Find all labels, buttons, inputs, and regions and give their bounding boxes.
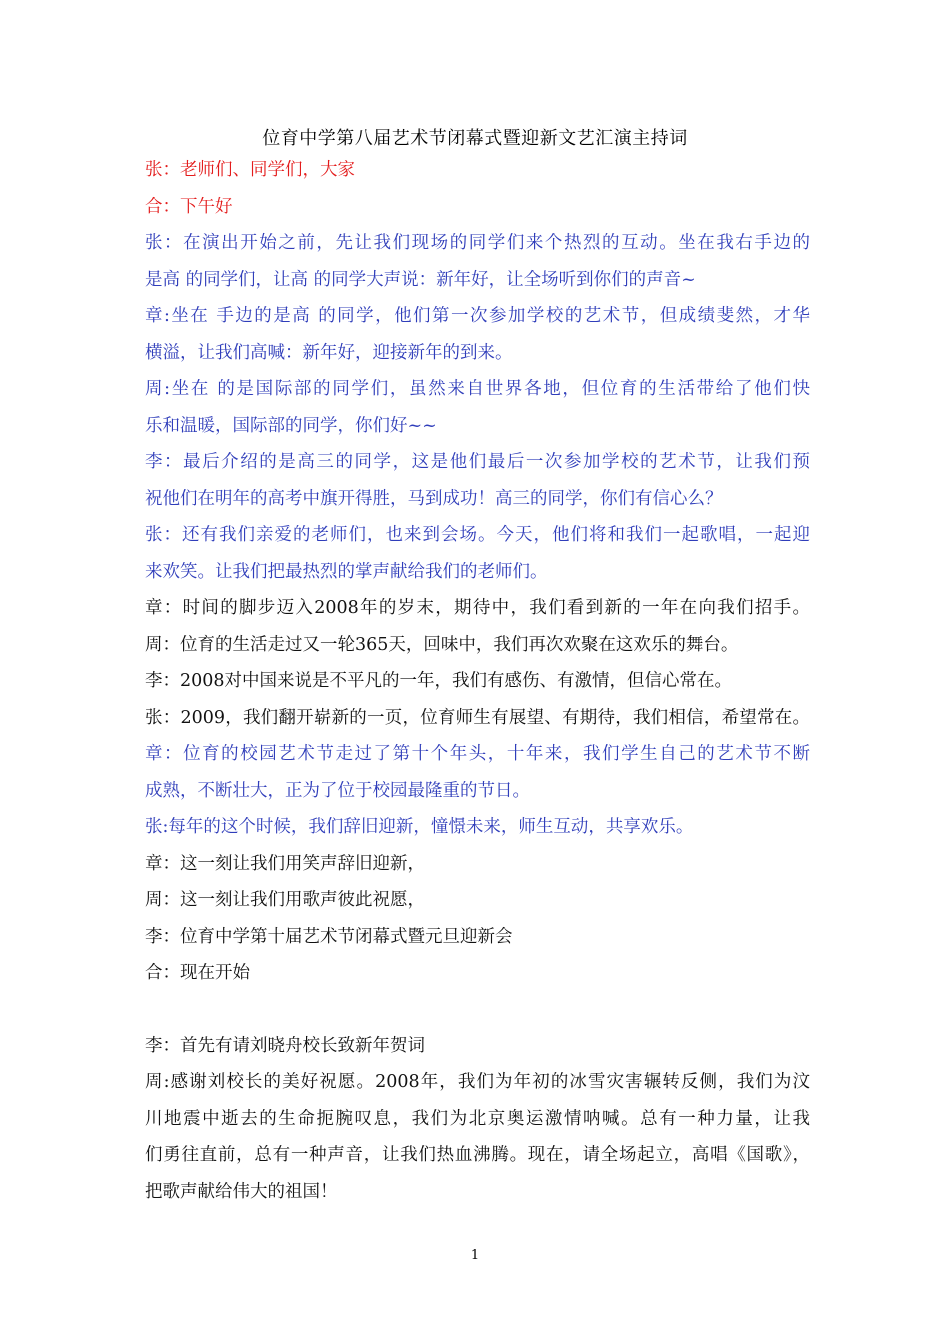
text-line: 是高 的同学们，让高 的同学大声说：新年好，让全场听到你们的声音~ <box>145 269 696 290</box>
text-line: 把歌声献给伟大的祖国！ <box>145 1181 338 1202</box>
text-line: 张：还有我们亲爱的老师们，也来到会场。今天，他们将和我们一起歌唱，一起迎 <box>145 525 810 545</box>
text-line: 李：最后介绍的是高三的同学，这是他们最后一次参加学校的艺术节，让我们预 <box>145 452 810 472</box>
text-line: 周：位育的生活走过又一轮365天，回味中，我们再次欢聚在这欢乐的舞台。 <box>145 634 739 655</box>
text-line: 川地震中逝去的生命扼腕叹息，我们为北京奥运激情呐喊。总有一种力量，让我 <box>145 1108 810 1129</box>
text-line: 合：下午好 <box>145 196 233 217</box>
text-line: 成熟，不断壮大，正为了位于校园最隆重的节日。 <box>145 780 530 801</box>
text-line: 祝他们在明年的高考中旗开得胜，马到成功！高三的同学，你们有信心么？ <box>145 488 723 509</box>
text-line: 张：老师们、同学们，大家 <box>145 160 355 180</box>
text-line: 张:每年的这个时候，我们辞旧迎新，憧憬未来，师生互动，共享欢乐。 <box>145 817 694 837</box>
text-line: 章：位育的校园艺术节走过了第十个年头，十年来，我们学生自己的艺术节不断 <box>145 744 810 764</box>
text-line: 周：这一刻让我们用歌声彼此祝愿， <box>145 890 425 910</box>
blank-line <box>145 992 810 1028</box>
text-line: 章:坐在 手边的是高 的同学，他们第一次参加学校的艺术节，但成绩斐然，才华 <box>145 306 810 326</box>
text-line: 张：2009，我们翻开崭新的一页，位育师生有展望、有期待，我们相信，希望常在。 <box>145 707 810 728</box>
text-line: 李：首先有请刘晓舟校长致新年贺词 <box>145 1035 425 1056</box>
text-line: 周:感谢刘校长的美好祝愿。2008年，我们为年初的冰雪灾害辗转反侧，我们为汶 <box>145 1072 810 1092</box>
document-title: 位育中学第八届艺术节闭幕式暨迎新文艺汇演主持词 <box>262 128 688 149</box>
text-line: 张：在演出开始之前，先让我们现场的同学们来个热烈的互动。坐在我右手边的 <box>145 233 810 253</box>
text-line: 章：这一刻让我们用笑声辞旧迎新， <box>145 853 425 874</box>
page-number: 1 <box>470 1248 480 1263</box>
text-line: 来欢笑。让我们把最热烈的掌声献给我们的老师们。 <box>145 561 548 582</box>
text-line: 横溢，让我们高喊：新年好，迎接新年的到来。 <box>145 342 513 363</box>
text-line: 周:坐在 的是国际部的同学们，虽然来自世界各地，但位育的生活带给了他们快 <box>145 379 810 399</box>
text-line: 们勇往直前，总有一种声音，让我们热血沸腾。现在，请全场起立，高唱《国歌》， <box>145 1145 810 1165</box>
text-line: 章：时间的脚步迈入2008年的岁末，期待中，我们看到新的一年在向我们招手。 <box>145 598 810 618</box>
text-line: 李：位育中学第十届艺术节闭幕式暨元旦迎新会 <box>145 926 513 947</box>
text-line: 李：2008对中国来说是不平凡的一年，我们有感伤、有激情，但信心常在。 <box>145 671 733 691</box>
document-body <box>145 152 810 1210</box>
text-line: 乐和温暖，国际部的同学，你们好~~ <box>145 415 437 436</box>
text-line: 合：现在开始 <box>145 963 250 983</box>
